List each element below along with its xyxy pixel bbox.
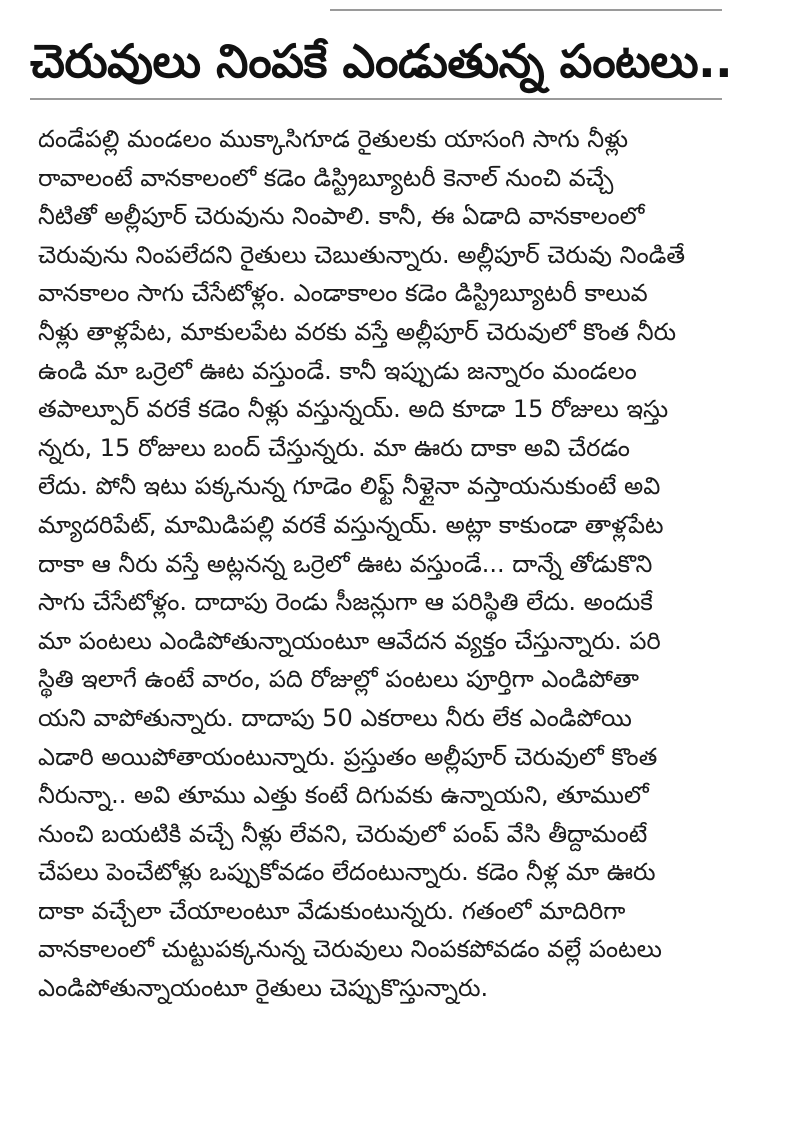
top-divider: [330, 9, 722, 11]
article-body: [38, 120, 768, 1100]
body-line: న్నరు, 15 రోజులు బంద్ చేస్తున్నరు. మా ఊరు దాకా అవి చేరడం: [38, 433, 630, 462]
body-line: చేపలు పెంచేటోళ్లు ఒప్పుకోవడం లేదంటున్నారు. కడెం నీళ్ల మా ఊరు: [38, 858, 656, 887]
body-line: దాకా ఆ నీరు వస్తే అట్లనన్న ఒర్రెలో ఊట వస్తుండే... దాన్నే తోడుకొని: [38, 549, 653, 578]
body-line: తపాల్పూర్ వరకే కడెం నీళ్లు వస్తున్నయ్. అది కూడా 15 రోజులు ఇస్తు: [38, 395, 669, 424]
body-line: లేదు. పోనీ ఇటు పక్కనున్న గూడెం లిఫ్ట్ నీళ్లైనా వస్తాయనుకుంటే అవి: [38, 472, 661, 501]
body-line: నీరున్నా.. అవి తూము ఎత్తు కంటే దిగువకు ఉన్నాయని, తూములో: [38, 781, 649, 810]
body-line: స్థితి ఇలాగే ఉంటే వారం, పది రోజుల్లో పంటలు పూర్తిగా ఎండిపోతా: [38, 665, 640, 694]
headline-divider: [30, 98, 722, 100]
body-line: దండేపల్లి మండలం ముక్కాసిగూడ రైతులకు యాసంగి సాగు నీళ్లు: [38, 125, 629, 153]
body-line: యని వాపోతున్నారు. దాదాపు 50 ఎకరాలు నీరు లేక ఎండిపోయి: [38, 703, 632, 732]
body-line: ఉండి మా ఒర్రెలో ఊట వస్తుండే. కానీ ఇప్పుడు జన్నారం మండలం: [38, 356, 637, 385]
body-line: సాగు చేసేటోళ్లం. దాదాపు రెండు సీజన్లుగా ఆ పరిస్థితి లేదు. అందుకే: [38, 588, 653, 617]
body-line: నుంచి బయటికి వచ్చే నీళ్లు లేవని, చెరువులో పంప్ వేసి తీద్దామంటే: [38, 819, 648, 848]
body-line: రావాలంటే వానకాలంలో కడెం డిస్ట్రిబ్యూటరీ కెనాల్ నుంచి వచ్చే: [38, 163, 614, 192]
body-line: మా పంటలు ఎండిపోతున్నాయంటూ ఆవేదన వ్యక్తం చేస్తున్నారు. పరి: [38, 626, 661, 655]
body-line: ఎండిపోతున్నాయంటూ రైతులు చెప్పుకొస్తున్నారు.: [38, 974, 489, 1003]
body-line: నీళ్లు తాళ్లపేట, మాకులపేట వరకు వస్తే అల్లీపూర్ చెరువులో కొంత నీరు: [38, 317, 677, 346]
article-headline: చెరువులు నింపకే ఎండుతున్న పంటలు..: [30, 34, 733, 88]
body-line: వానకాలంలో చుట్టుపక్కనున్న చెరువులు నింపకపోవడం వల్లే పంటలు: [38, 935, 662, 964]
body-line: చెరువును నింపలేదని రైతులు చెబుతున్నారు. అల్లీపూర్ చెరువు నిండితే: [38, 240, 686, 269]
body-line: వానకాలం సాగు చేసేటోళ్లం. ఎండాకాలం కడెం డిస్ట్రిబ్యూటరీ కాలువ: [38, 279, 648, 308]
body-line: మ్యాదరిపేట్, మామిడిపల్లి వరకే వస్తున్నయ్. అట్లా కాకుండా తాళ్లపేట: [38, 510, 664, 539]
body-line: ఎడారి అయిపోతాయంటున్నారు. ప్రస్తుతం అల్లీపూర్ చెరువులో కొంత: [38, 742, 658, 771]
body-line: నీటితో అల్లీపూర్ చెరువును నింపాలి. కానీ, ఈ ఏడాది వానకాలంలో: [38, 202, 645, 231]
body-line: దాకా వచ్చేలా చేయాలంటూ వేడుకుంటున్నరు. గతంలో మాదిరిగా: [38, 896, 626, 925]
